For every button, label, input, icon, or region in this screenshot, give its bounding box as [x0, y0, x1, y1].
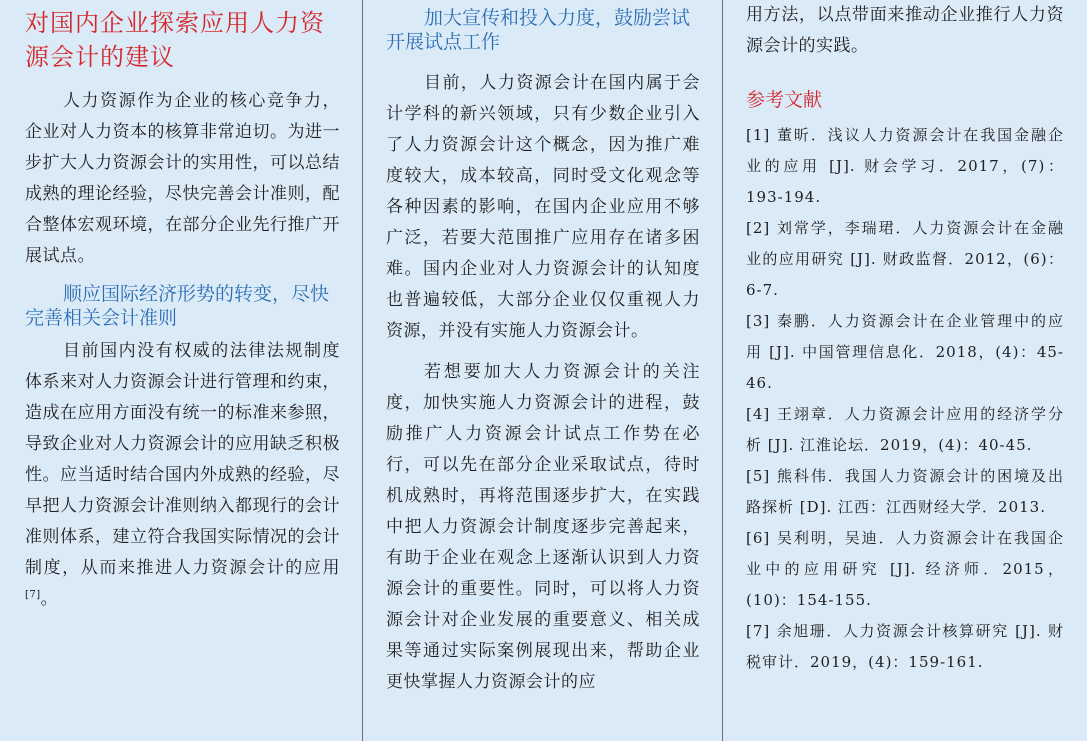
reference-text: 余旭珊．人力资源会计核算研究 [J]. 财税审计．2019，(4)：159-161. — [746, 622, 1064, 671]
subsection-2-paragraph-1: 目前，人力资源会计在国内属于会计学科的新兴领域，只有少数企业引入了人力资源会计这个概念，因为推广难度较大，成本较高，同时受文化观念等各种因素的影响，在国内企业应用不够广泛，若要大范围推广应用存在诸多困难。国内企业对人力资源会计的认知度也普遍较低，大部分企业仅仅重视人力资源，并没有实施人力资源会计。 — [386, 73, 700, 341]
column-divider — [722, 0, 723, 741]
subsection-1-paragraph — [25, 336, 340, 615]
reference-number: [2] — [746, 219, 771, 237]
subsection-2-paragraph-2: 若想要加大人力资源会计的关注度，加快实施人力资源会计的进程，鼓励推广人力资源会计试点工作势在必行，可以先在部分企业采取试点，待时机成熟时，再将范围逐步扩大，在实践中把人力资源会计制度逐步完善起来，有助于企业在观念上逐渐认识到人力资源会计的重要性。同时，可以将人力资源会计对企业发展的重要意义、相关成果等通过实际案例展现出来，帮助企业更快掌握人力资源会计的应 — [386, 362, 700, 692]
reference-number: [4] — [746, 405, 771, 423]
reference-item — [746, 306, 1064, 399]
reference-number: [5] — [746, 467, 771, 485]
column-left — [25, 0, 340, 741]
reference-number: [6] — [746, 529, 771, 547]
sentence-end: 。 — [40, 589, 59, 609]
reference-text: 吴利明，吴迪．人力资源会计在我国企业中的应用研究 [J]. 经济师．2015，(10)：154-155. — [746, 529, 1064, 609]
citation-marker: [7] — [25, 589, 41, 601]
reference-number: [3] — [746, 312, 771, 330]
subsection-heading-2: 加大宣传和投入力度，鼓励尝试开展试点工作 — [386, 7, 691, 53]
reference-item — [746, 523, 1064, 616]
reference-number: [7] — [746, 622, 771, 640]
section-title: 对国内企业探索应用人力资源会计的建议 — [25, 9, 325, 71]
reference-item — [746, 399, 1064, 461]
reference-text: 董昕．浅议人力资源会计在我国金融企业的应用 [J]. 财会学习．2017，(7)：193-194. — [746, 126, 1064, 206]
column-divider — [362, 0, 363, 741]
intro-paragraph: 人力资源作为企业的核心竞争力，企业对人力资本的核算非常迫切。为进一步扩大人力资源会计的实用性，可以总结成熟的理论经验，尽快完善会计准则，配合整体宏观环境，在部分企业先行推广开展试点。 — [25, 91, 340, 266]
continuation-paragraph: 用方法，以点带面来推动企业推行人力资源会计的实践。 — [746, 5, 1064, 56]
subsection-1-text: 目前国内没有权威的法律法规制度体系来对人力资源会计进行管理和约束，造成在应用方面没有统一的标准来参照，导致企业对人力资源会计的应用缺乏积极性。应当适时结合国内外成熟的经验，尽早把人力资源会计准则纳入都现行的会计准则体系，建立符合我国实际情况的会计制度，从而来推进人力资源会计的应用 — [25, 341, 340, 578]
reference-number: [1] — [746, 126, 771, 144]
references-title: 参考文献 — [746, 89, 823, 111]
reference-text: 刘常学，李瑞珺．人力资源会计在金融业的应用研究 [J]. 财政监督．2012，(6)：6-7. — [746, 219, 1064, 299]
column-middle — [386, 0, 700, 741]
reference-text: 王翊章．人力资源会计应用的经济学分析 [J]. 江淮论坛．2019，(4)：40-45. — [746, 405, 1064, 454]
reference-item — [746, 120, 1064, 213]
reference-text: 秦鹏．人力资源会计在企业管理中的应用 [J]. 中国管理信息化．2018，(4)：45-46. — [746, 312, 1064, 392]
references-list — [746, 120, 1064, 678]
column-right — [746, 0, 1064, 741]
reference-text: 熊科伟．我国人力资源会计的困境及出路探析 [D]. 江西：江西财经大学．2013. — [746, 467, 1064, 516]
subsection-heading-1: 顺应国际经济形势的转变，尽快完善相关会计准则 — [25, 283, 330, 329]
reference-item — [746, 461, 1064, 523]
reference-item — [746, 616, 1064, 678]
reference-item — [746, 213, 1064, 306]
